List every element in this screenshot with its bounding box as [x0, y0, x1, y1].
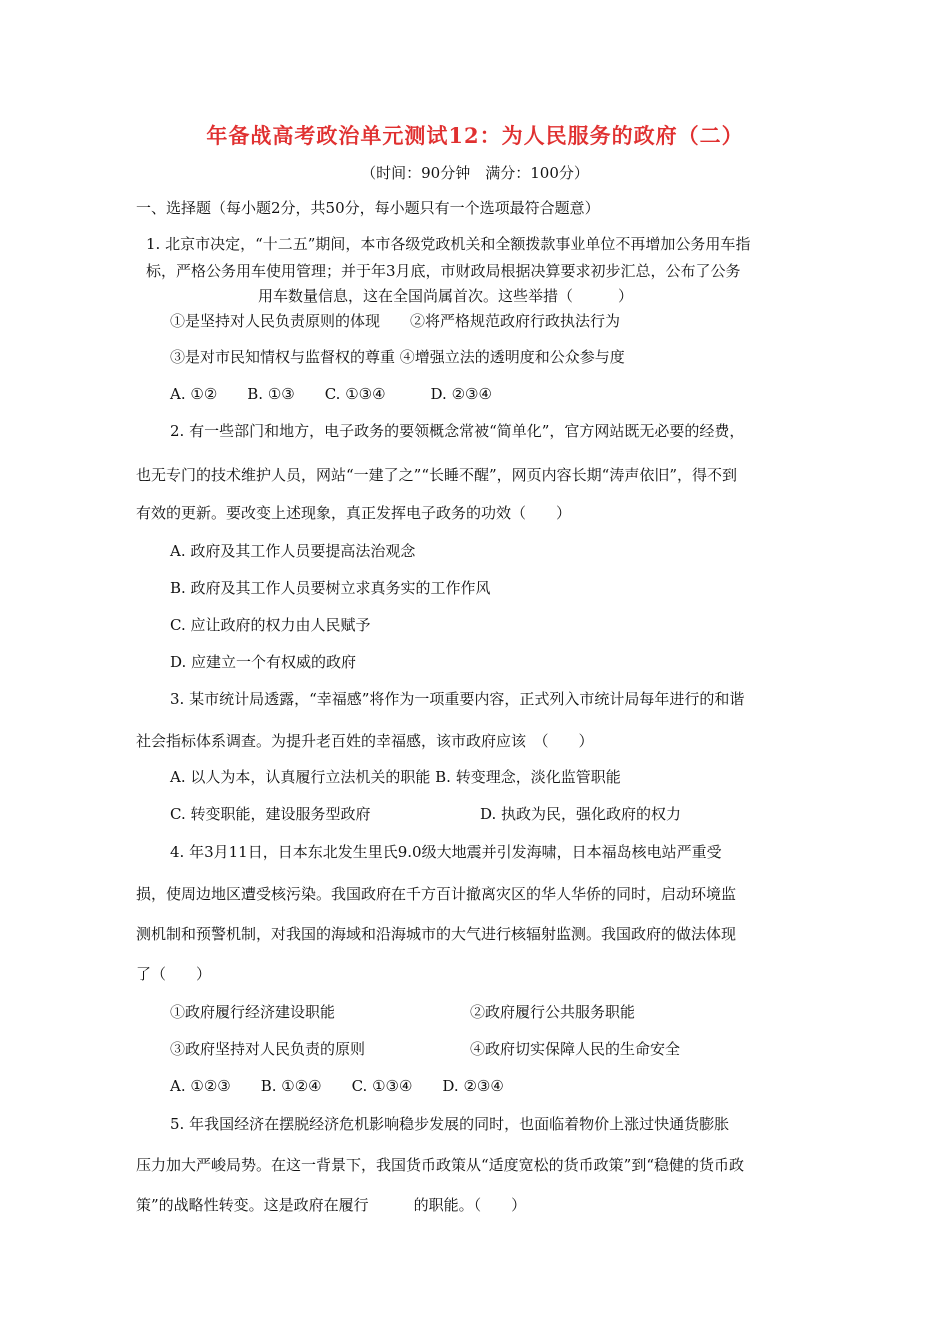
q2-option-d: D. 应建立一个有权威的政府 — [170, 653, 357, 671]
q1-answers: A. ①② B. ①③ C. ①③④ D. ②③④ — [170, 385, 492, 403]
q2-line-2: 也无专门的技术维护人员，网站“一建了之”“长睡不醒”，网页内容长期“涛声依旧”，得不到 — [136, 466, 738, 484]
q2-option-b: B. 政府及其工作人员要树立求真务实的工作作风 — [170, 579, 491, 597]
q2-option-c: C. 应让政府的权力由人民赋予 — [170, 616, 371, 634]
q5-line-3: 策”的战略性转变。这是政府在履行 的职能。（ ） — [136, 1196, 527, 1214]
q4-line-3: 测机制和预警机制，对我国的海域和沿海城市的大气进行核辐射监测。我国政府的做法体现 — [136, 925, 737, 943]
page-title: 年备战高考政治单元测试12：为人民服务的政府（二） — [206, 123, 744, 148]
q4-option-4: ④政府切实保障人民的生命安全 — [470, 1040, 681, 1058]
q1-options-2: ③是对市民知情权与监督权的尊重 ④增强立法的透明度和公众参与度 — [170, 348, 625, 366]
q5-line-2: 压力加大严峻局势。在这一背景下，我国货币政策从“适度宽松的货币政策”到“稳健的货币政 — [136, 1156, 745, 1174]
q3-options-ab: A. 以人为本，认真履行立法机关的职能 B. 转变理念，淡化监管职能 — [170, 768, 621, 786]
q2-line-1: 2. 有一些部门和地方，电子政务的要领概念常被“简单化”，官方网站既无必要的经费， — [170, 422, 745, 440]
q4-option-1: ①政府履行经济建设职能 — [170, 1003, 336, 1021]
q4-answers: A. ①②③ B. ①②④ C. ①③④ D. ②③④ — [170, 1077, 504, 1095]
exam-meta: （时间：90分钟 满分：100分） — [361, 164, 589, 182]
q1-options-1: ①是坚持对人民负责原则的体现 ②将严格规范政府行政执法行为 — [170, 312, 621, 330]
q1-line-1: 1. 北京市决定，“十二五”期间，本市各级党政机关和全额拨款事业单位不再增加公务用车指 — [146, 235, 751, 253]
q4-option-3: ③政府坚持对人民负责的原则 — [170, 1040, 366, 1058]
q2-option-a: A. 政府及其工作人员要提高法治观念 — [170, 542, 416, 560]
q4-line-2: 损，使周边地区遭受核污染。我国政府在千方百计撤离灾区的华人华侨的同时，启动环境监 — [136, 885, 737, 903]
q3-line-1: 3. 某市统计局透露，“幸福感”将作为一项重要内容，正式列入市统计局每年进行的和谐 — [170, 690, 745, 708]
q3-option-d: D. 执政为民，强化政府的权力 — [480, 805, 682, 823]
q4-line-4: 了（ ） — [136, 965, 212, 983]
q1-line-2: 标，严格公务用车使用管理；并于年3月底，市财政局根据决算要求初步汇总，公布了公务 — [146, 262, 741, 280]
q3-line-2: 社会指标体系调查。为提升老百姓的幸福感，该市政府应该 （ ） — [136, 732, 594, 750]
q3-option-c: C. 转变职能，建设服务型政府 — [170, 805, 371, 823]
q5-line-1: 5. 年我国经济在摆脱经济危机影响稳步发展的同时，也面临着物价上涨过快通货膨胀 — [170, 1115, 730, 1133]
section-heading: 一、选择题（每小题2分，共50分，每小题只有一个选项最符合题意） — [136, 199, 600, 217]
q4-option-2: ②政府履行公共服务职能 — [470, 1003, 636, 1021]
q4-line-1: 4. 年3月11日，日本东北发生里氏9.0级大地震并引发海啸，日本福岛核电站严重受 — [170, 843, 722, 861]
q2-line-3: 有效的更新。要改变上述现象，真正发挥电子政务的功效（ ） — [136, 504, 572, 522]
q1-line-3: 用车数量信息，这在全国尚属首次。这些举措（ ） — [258, 287, 634, 305]
